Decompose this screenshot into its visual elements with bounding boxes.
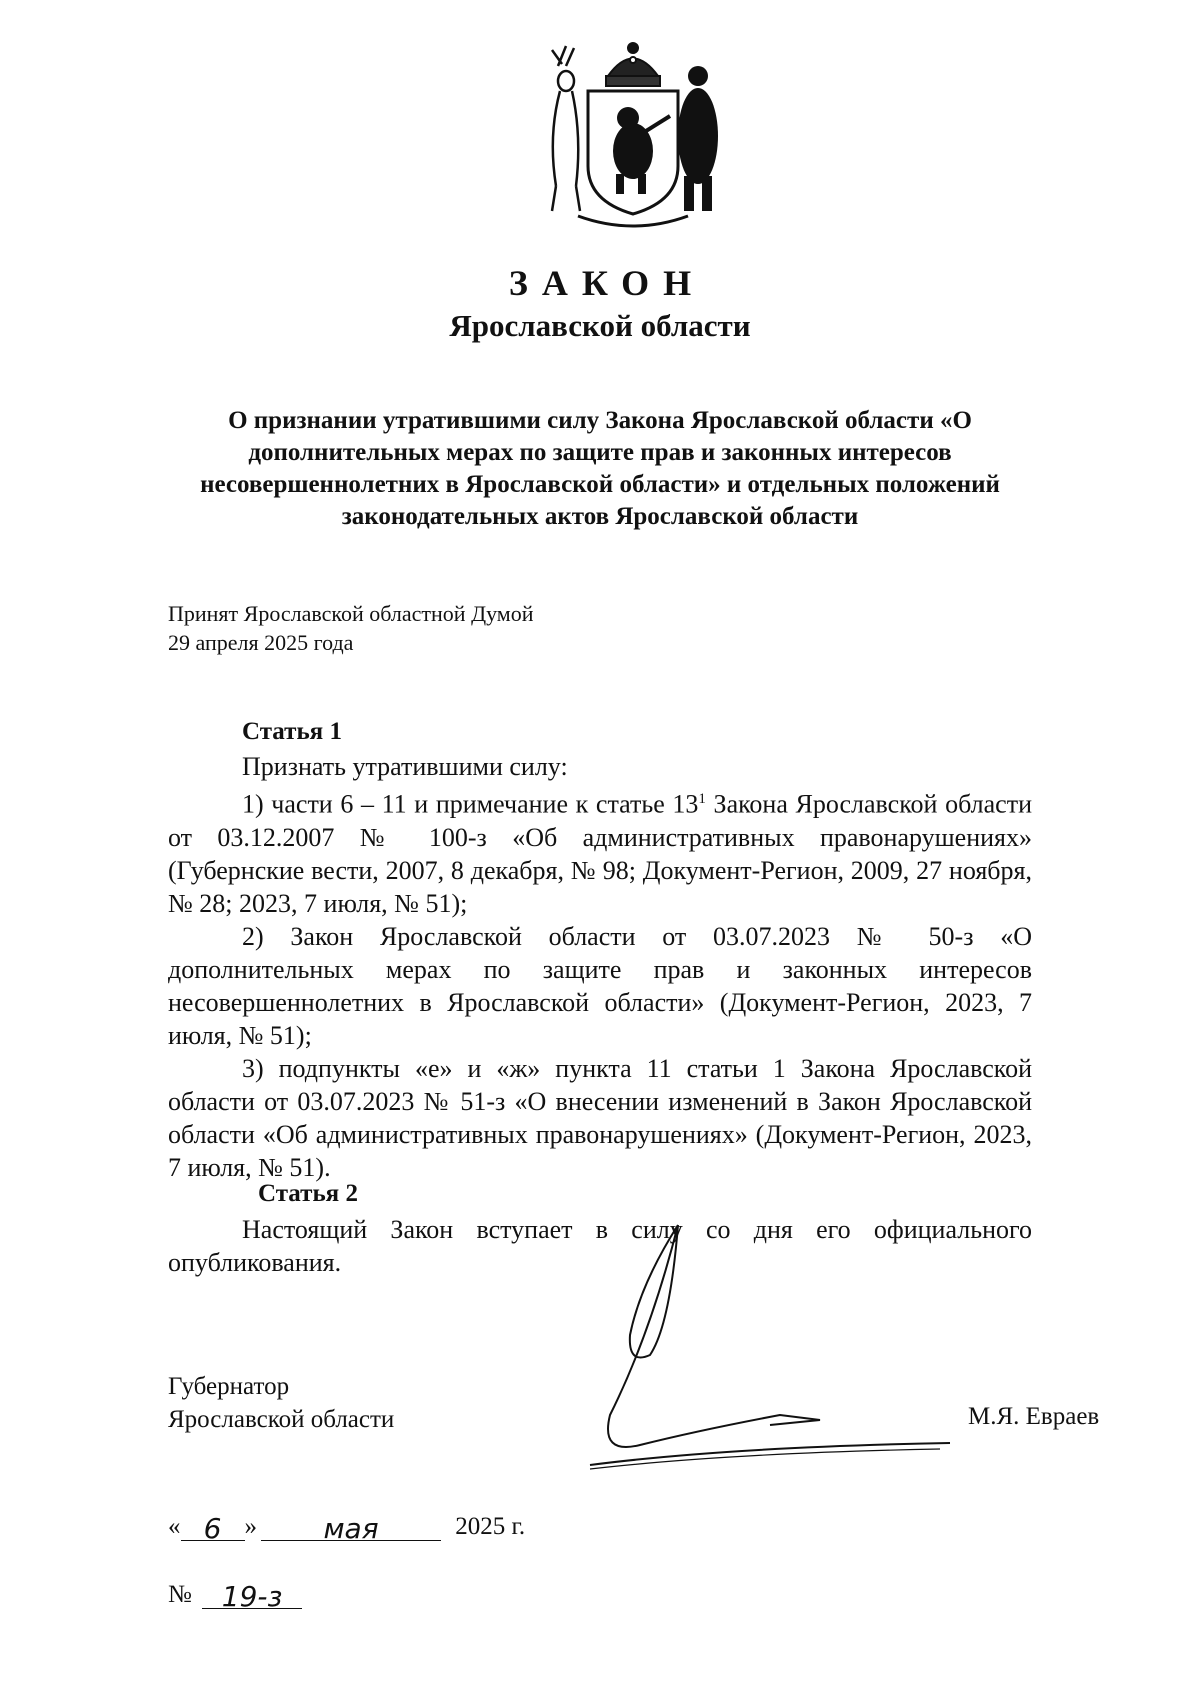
- signing-date: [168, 1512, 526, 1545]
- article-2-text: Настоящий Закон вступает в силу со дня его официального опубликования.: [168, 1215, 1032, 1277]
- article-1-item-1: [168, 783, 1032, 920]
- date-day: 6: [181, 1512, 245, 1541]
- number-label: №: [168, 1581, 192, 1608]
- adopted-date: 29 апреля 2025 года: [168, 630, 354, 655]
- coat-of-arms-emblem: [538, 36, 728, 236]
- item-1-superscript: 1: [698, 791, 706, 807]
- adoption-info: [168, 599, 534, 657]
- law-subject: О признании утратившими силу Закона Ярославской области «О дополнительных мерах по защите прав и законных интересов несовершеннолетних в Ярославской области» и отдельных положений законодательных актов Ярославской области: [200, 407, 1000, 530]
- law-region: Ярославской области: [449, 308, 751, 343]
- item-1-text-pre: 1) части 6 – 11 и примечание к статье 13: [242, 789, 699, 819]
- article-1-body: [168, 750, 1032, 1184]
- governor-title: [168, 1370, 394, 1436]
- date-close-quote: »: [244, 1513, 257, 1540]
- date-month: мая: [261, 1512, 441, 1541]
- law-title: ЗАКОН: [508, 263, 706, 303]
- law-number: [168, 1580, 302, 1613]
- date-open-quote: «: [168, 1513, 181, 1540]
- governor-name: М.Я. Евраев: [968, 1403, 1100, 1430]
- article-1-heading: Статья 1: [242, 718, 342, 745]
- article-1-item-3: 3) подпункты «е» и «ж» пункта 11 статьи 1 Закона Ярославской области от 03.07.2023 № 51-з «О внесении изменений в Закон Ярославской области «Об административных правонарушениях» (Документ-Регион, 2023, 7 июля, № 51).: [168, 1053, 1032, 1182]
- governor-signature: [580, 1215, 960, 1475]
- article-2-heading: Статья 2: [258, 1180, 358, 1207]
- governor-title-line-2: Ярославской области: [168, 1406, 395, 1433]
- adopted-by: Принят Ярославской областной Думой: [168, 601, 534, 626]
- article-1-intro: Признать утратившими силу:: [242, 752, 568, 781]
- item-1-text-post: Закона Ярославской области от 03.12.2007 № 100-з «Об административных правонарушениях» (Губернские вести, 2007, 8 декабря, № 98; Документ-Регион, 2009, 27 ноября, № 28; 2023, 7 июля, № 51);: [168, 789, 1032, 918]
- article-1-item-2: 2) Закон Ярославской области от 03.07.2023 № 50-з «О дополнительных мерах по защите прав и законных интересов несовершеннолетних в Ярославской области» (Документ-Регион, 2023, 7 июля, № 51);: [168, 921, 1032, 1050]
- date-year: 2025 г.: [455, 1513, 526, 1540]
- number-value: 19-з: [202, 1580, 302, 1609]
- governor-title-line-1: Губернатор: [168, 1373, 290, 1400]
